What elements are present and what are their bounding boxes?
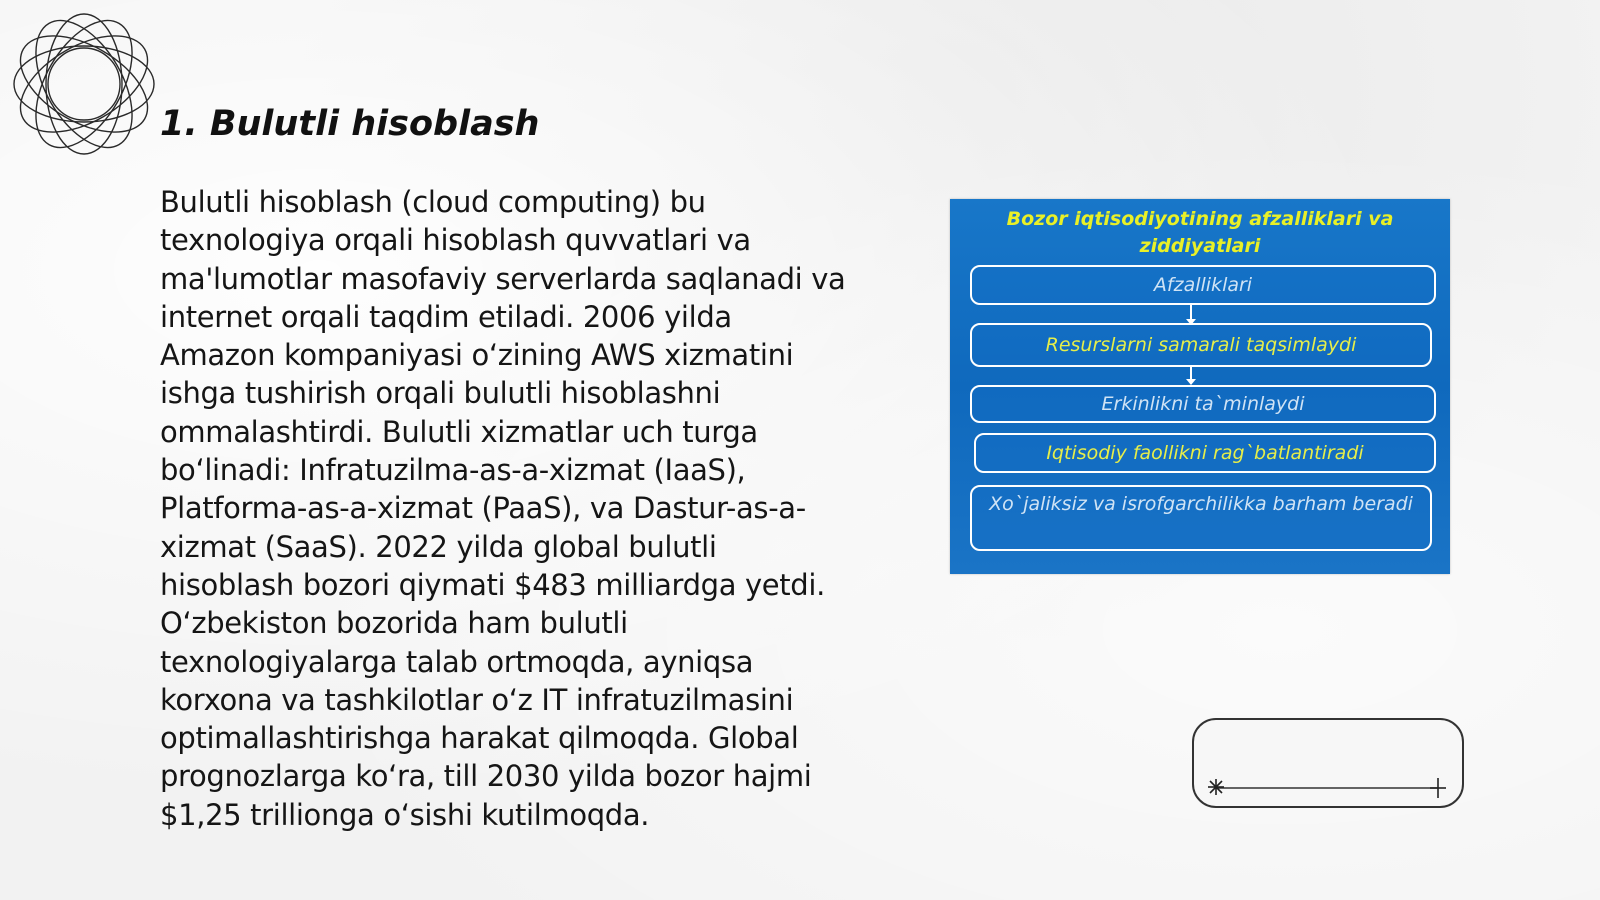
arrow-down-icon (1190, 305, 1192, 323)
diagram-box-waste: Xo`jaliksiz va isrofgarchilikka barham beradi (970, 485, 1432, 551)
diagram-box-resources: Resurslarni samarali taqsimlaydi (970, 323, 1432, 367)
timeline-line (1194, 720, 1462, 806)
slide-title: 1. Bulutli hisoblash (160, 104, 540, 144)
cross-marker-icon (1428, 776, 1448, 800)
diagram-box-advantages: Afzalliklari (970, 265, 1436, 305)
diagram-title: Bozor iqtisodiyotining afzalliklari va ziddiyatlari (1006, 208, 1394, 257)
flow-diagram (950, 199, 1450, 574)
diagram-box-freedom: Erkinlikni ta`minlaydi (970, 385, 1436, 423)
timeline-box (1192, 718, 1464, 808)
star-marker-icon (1206, 777, 1226, 797)
diagram-box-activity: Iqtisodiy faollikni rag`batlantiradi (974, 433, 1436, 473)
spirograph-logo-icon (10, 10, 158, 158)
arrow-down-icon (1190, 367, 1192, 383)
slide-body-text: Bulutli hisoblash (cloud computing) bu texnologiya orqali hisoblash quvvatlari va ma'lumotlar masofaviy serverlarda saqlanadi va internet orqali taqdim etiladi. 2006 yilda Amazon kompaniyasi o‘zining AWS xizmatini ishga tushirish orqali bulutli hisoblashni ommalashtirdi. Bulutli xizmatlar uch turga bo‘linadi: Infratuzilma-as-a-xizmat (IaaS), Platforma-as-a-xizmat (PaaS), va Dastur-as-a-xizmat (SaaS). 2022 yilda global bulutli hisoblash bozori qiymati $483 milliardga yetdi. O‘zbekiston bozorida ham bulutli texnologiyalarga talab ortmoqda, ayniqsa korxona va tashkilotlar o‘z IT infratuzilmasini optimallashtirishga harakat qilmoqda. Global prognozlarga ko‘ra, till 2030 yilda bozor hajmi $1,25 trillionga o‘sishi kutilmoqda. (160, 185, 846, 832)
